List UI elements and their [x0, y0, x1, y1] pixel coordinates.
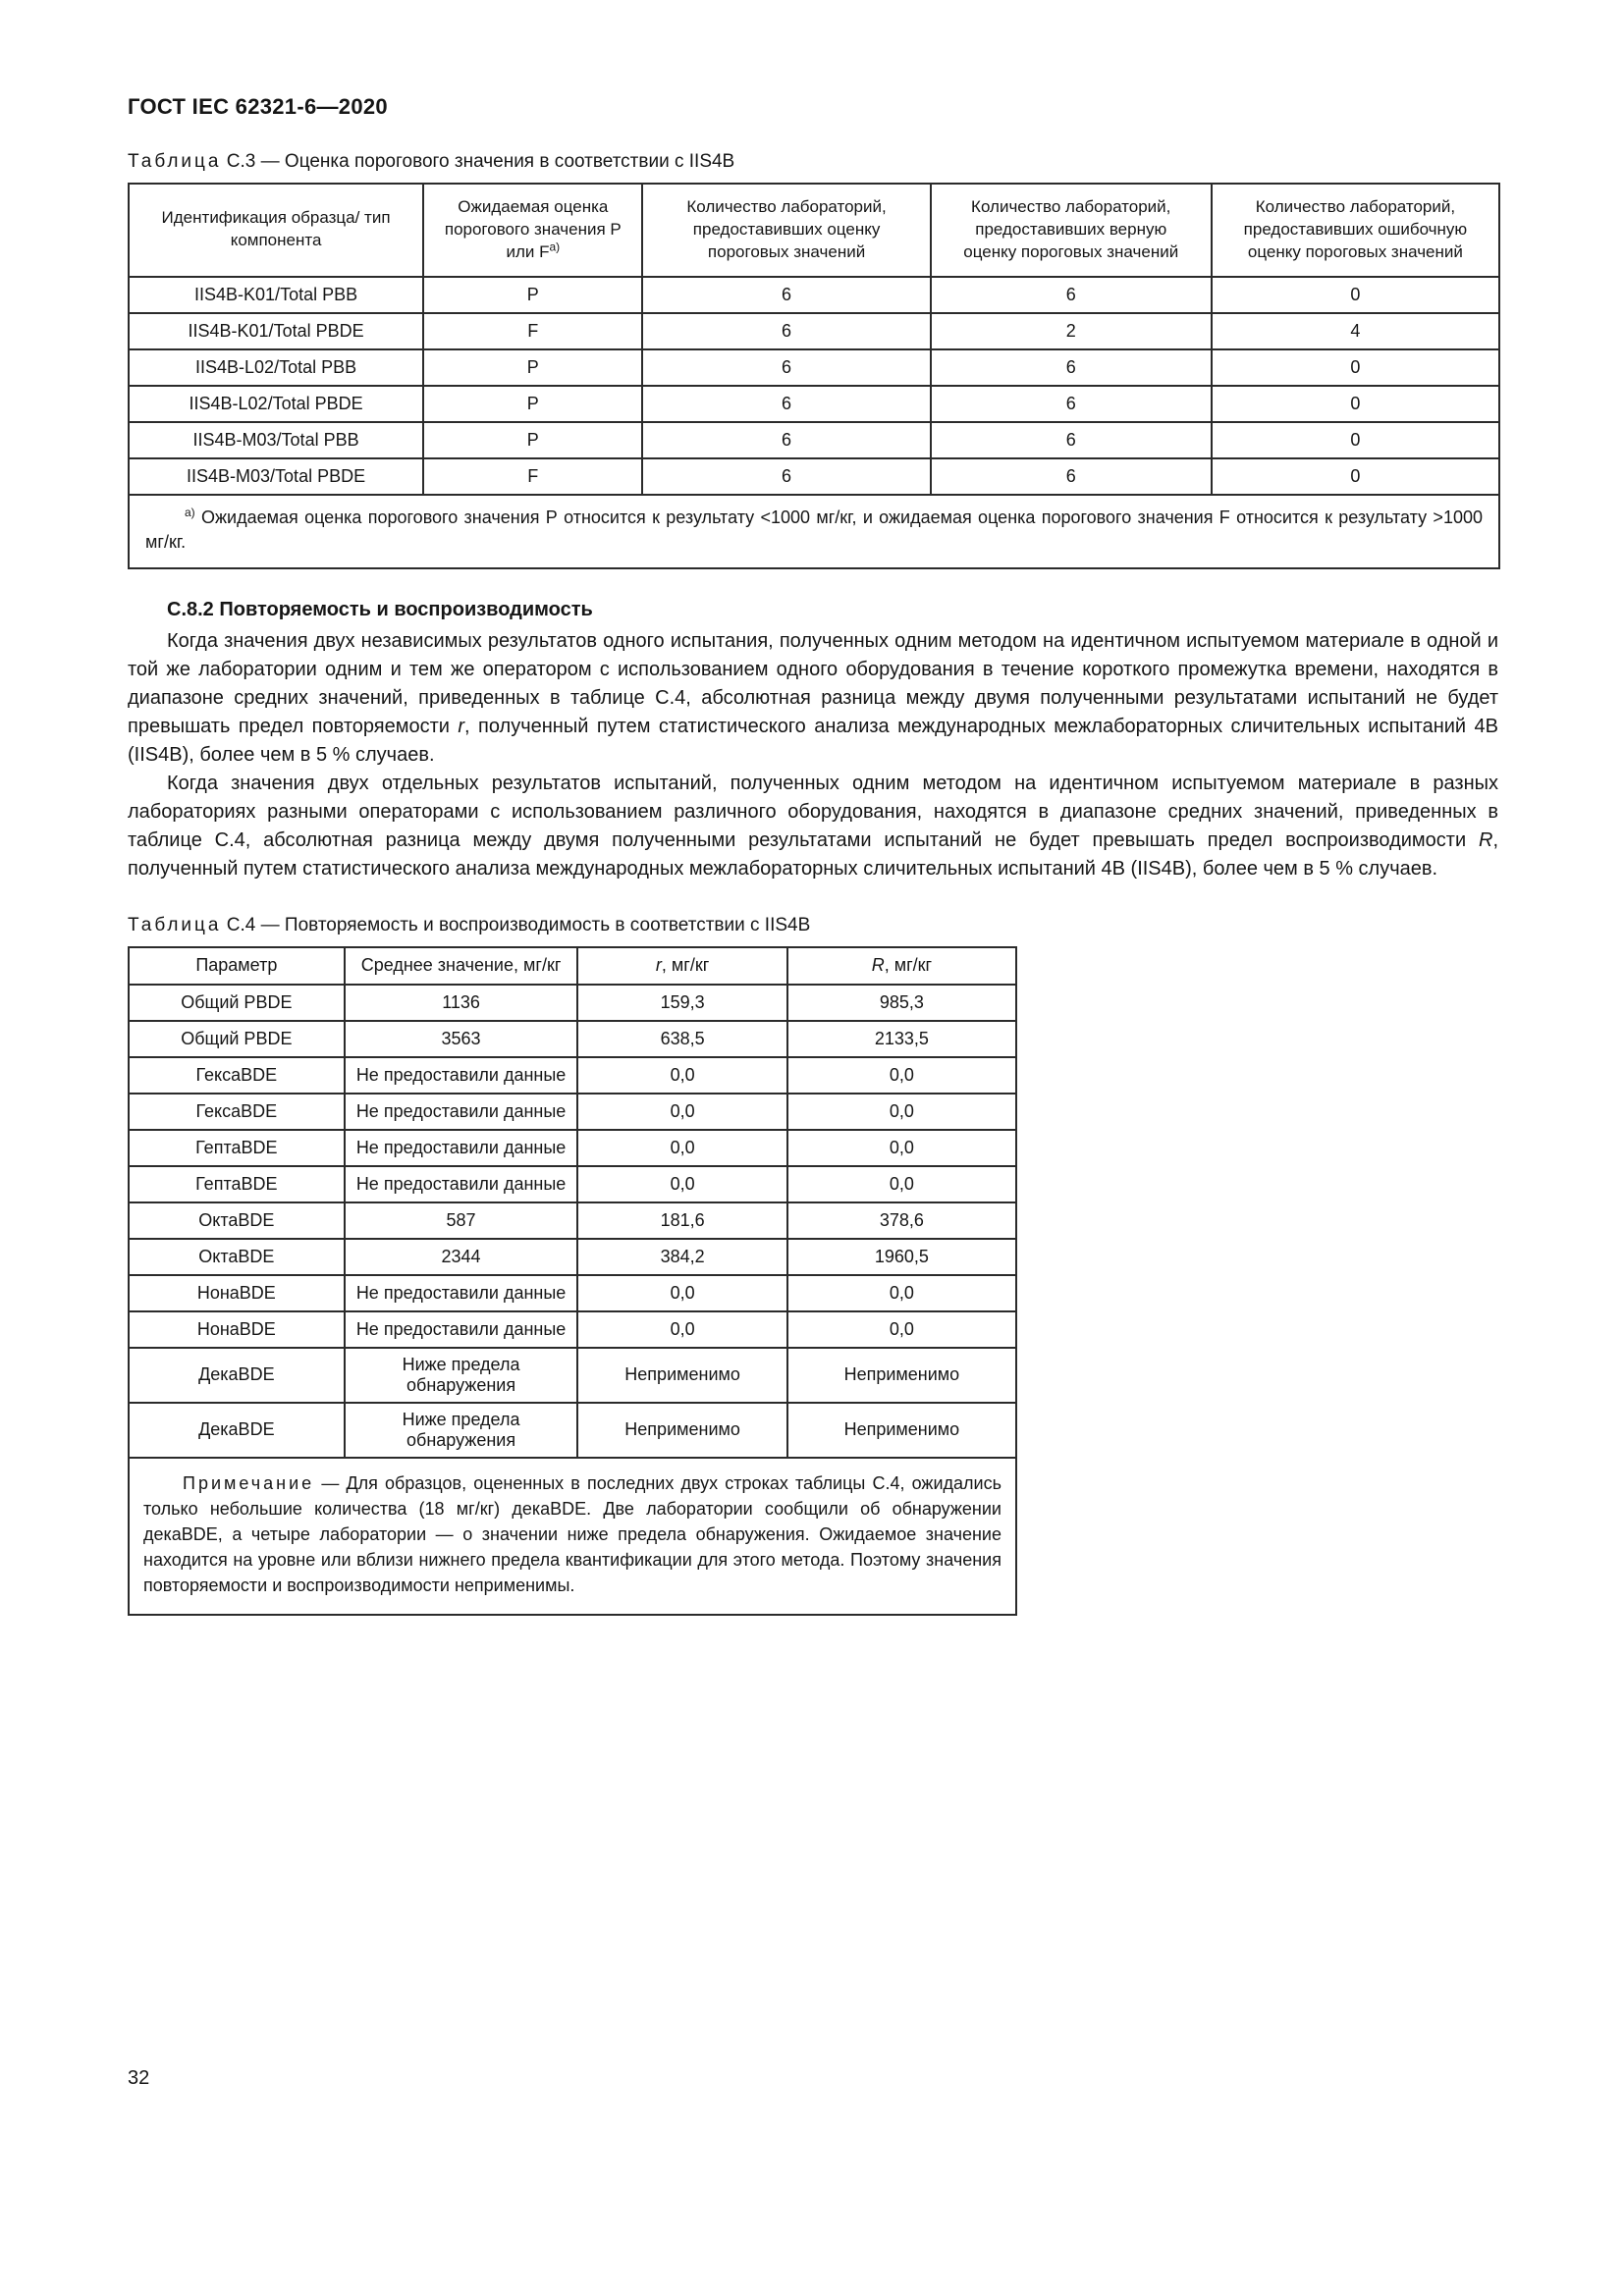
- cell-expected: P: [423, 422, 642, 458]
- cell-R: 0,0: [787, 1130, 1016, 1166]
- table-row: [129, 985, 1016, 1021]
- cell-r: 384,2: [577, 1239, 786, 1275]
- table-note-row: [129, 1458, 1016, 1615]
- cell-parameter: ГексаBDE: [129, 1094, 345, 1130]
- cell-labs-wrong: 0: [1212, 349, 1499, 386]
- standard-designation: ГОСТ IEC 62321-6—2020: [128, 94, 388, 119]
- cell-parameter: ГексаBDE: [129, 1057, 345, 1094]
- table-c4-caption-number: С.4: [226, 914, 256, 935]
- cell-sample-id: IIS4B-K01/Total PBDE: [129, 313, 423, 349]
- col-header-labs-wrong: Количество лабораторий, предоставивших ошибочную оценку пороговых значений: [1212, 184, 1499, 277]
- col-header-expected-score-text: Ожидаемая оценка порогового значения Р или F: [444, 197, 622, 261]
- note-label: Примечание: [183, 1472, 315, 1493]
- cell-parameter: НонаBDE: [129, 1275, 345, 1311]
- cell-labs-reported: 6: [642, 386, 930, 422]
- cell-labs-wrong: 4: [1212, 313, 1499, 349]
- paragraph-repeatability-text: Когда значения двух независимых результатов одного испытания, полученных одним методом на идентичном испытуемом материале в одной и той же лаборатории одним и тем же оператором с использованием одного оборудования в течение короткого промежутка времени, находятся в диапазоне средних значений, приведенных в таблице С.4, абсолютная разница между двумя полученными результатами испытаний не будет превышать предел повторяемости: [128, 629, 1498, 737]
- paragraph-reproducibility-text-end: , полученный путем статистического анализа международных межлабораторных сличительных испытаний 4В (IIS4B), более чем в 5 % случаев.: [128, 828, 1498, 880]
- cell-labs-wrong: 0: [1212, 386, 1499, 422]
- cell-parameter: ОктаBDE: [129, 1239, 345, 1275]
- cell-mean: 3563: [345, 1021, 578, 1057]
- cell-sample-id: IIS4B-M03/Total PBDE: [129, 458, 423, 495]
- table-row: [129, 1202, 1016, 1239]
- cell-R: 0,0: [787, 1275, 1016, 1311]
- cell-r: 638,5: [577, 1021, 786, 1057]
- cell-R: Неприменимо: [787, 1348, 1016, 1403]
- symbol-r-italic: r: [655, 955, 662, 976]
- cell-parameter: НонаBDE: [129, 1311, 345, 1348]
- cell-labs-correct: 6: [931, 349, 1212, 386]
- cell-labs-correct: 6: [931, 277, 1212, 313]
- table-row: [129, 1275, 1016, 1311]
- col-header-R-unit: , мг/кг: [884, 955, 933, 976]
- cell-labs-reported: 6: [642, 277, 930, 313]
- col-header-r-unit: , мг/кг: [661, 955, 710, 976]
- cell-sample-id: IIS4B-M03/Total PBB: [129, 422, 423, 458]
- section-heading-c82: С.8.2 Повторяемость и воспроизводимость: [167, 598, 593, 620]
- cell-R: 378,6: [787, 1202, 1016, 1239]
- cell-mean: Не предоставили данные: [345, 1311, 578, 1348]
- table-row: [129, 1348, 1016, 1403]
- cell-parameter: ОктаBDE: [129, 1202, 345, 1239]
- cell-sample-id: IIS4B-L02/Total PBB: [129, 349, 423, 386]
- col-header-sample-id: Идентификация образца/ тип компонента: [129, 184, 423, 277]
- cell-R: 0,0: [787, 1311, 1016, 1348]
- table-c4: [128, 946, 1017, 1616]
- cell-r: 159,3: [577, 985, 786, 1021]
- table-row: [129, 1130, 1016, 1166]
- cell-R: 985,3: [787, 985, 1016, 1021]
- cell-mean: 1136: [345, 985, 578, 1021]
- cell-r: 0,0: [577, 1311, 786, 1348]
- footnote-a-marker: а): [185, 505, 195, 519]
- table-row: [129, 313, 1499, 349]
- cell-parameter: ДекаBDE: [129, 1348, 345, 1403]
- cell-R: Неприменимо: [787, 1403, 1016, 1458]
- table-c3: [128, 183, 1500, 569]
- cell-R: 0,0: [787, 1166, 1016, 1202]
- symbol-r-italic: r: [458, 715, 465, 737]
- footnote-a-text: Ожидаемая оценка порогового значения Р относится к результату <1000 мг/кг, и ожидаемая оценка порогового значения F относится к результату >1000 мг/кг.: [145, 507, 1483, 553]
- table-row: [129, 1166, 1016, 1202]
- cell-mean: 587: [345, 1202, 578, 1239]
- cell-labs-reported: 6: [642, 422, 930, 458]
- col-header-r-limit: [577, 947, 786, 985]
- cell-parameter: Общий PBDE: [129, 1021, 345, 1057]
- table-row: [129, 349, 1499, 386]
- cell-labs-correct: 6: [931, 422, 1212, 458]
- cell-mean: Не предоставили данные: [345, 1166, 578, 1202]
- col-header-R-limit: [787, 947, 1016, 985]
- table-row: [129, 1094, 1016, 1130]
- table-row: [129, 422, 1499, 458]
- table-c4-caption-text: — Повторяемость и воспроизводимость в соответствии с IIS4B: [260, 914, 811, 935]
- cell-labs-reported: 6: [642, 458, 930, 495]
- col-header-labs-correct: Количество лабораторий, предоставивших верную оценку пороговых значений: [931, 184, 1212, 277]
- cell-labs-correct: 6: [931, 458, 1212, 495]
- cell-mean: Не предоставили данные: [345, 1275, 578, 1311]
- table-c4-note: [129, 1458, 1016, 1615]
- table-c3-caption: [128, 151, 1498, 173]
- table-row: [129, 1311, 1016, 1348]
- cell-labs-correct: 2: [931, 313, 1212, 349]
- note-body: — Для образцов, оцененных в последних двух строках таблицы С.4, ожидались только небольшие количества (18 мг/кг) декаBDE. Две лаборатории сообщили об обнаружении декаBDE, а четыре лаборатории — о значении ниже предела обнаружения. Ожидаемое значение находится на уровне или вблизи нижнего предела квантификации для этого метода. Поэтому значения повторяемости и воспроизводимости неприменимы.: [143, 1472, 1001, 1596]
- table-c4-header-row: [129, 947, 1016, 985]
- cell-expected: F: [423, 313, 642, 349]
- cell-mean: Ниже предела обнаружения: [345, 1348, 578, 1403]
- cell-parameter: ДекаBDE: [129, 1403, 345, 1458]
- cell-r: 0,0: [577, 1094, 786, 1130]
- table-row: [129, 386, 1499, 422]
- table-c4-caption: [128, 915, 1498, 936]
- table-row: [129, 458, 1499, 495]
- page-number: 32: [128, 2067, 150, 2089]
- table-row: [129, 277, 1499, 313]
- cell-r: 0,0: [577, 1166, 786, 1202]
- cell-mean: 2344: [345, 1239, 578, 1275]
- cell-r: Неприменимо: [577, 1348, 786, 1403]
- cell-expected: P: [423, 386, 642, 422]
- table-row: [129, 1021, 1016, 1057]
- cell-r: 0,0: [577, 1057, 786, 1094]
- cell-R: 2133,5: [787, 1021, 1016, 1057]
- cell-mean: Не предоставили данные: [345, 1057, 578, 1094]
- table-c3-footnote: [129, 495, 1499, 568]
- cell-parameter: ГептаBDE: [129, 1130, 345, 1166]
- cell-parameter: ГептаBDE: [129, 1166, 345, 1202]
- paragraph-reproducibility: [128, 770, 1498, 883]
- table-row: [129, 1057, 1016, 1094]
- cell-R: 0,0: [787, 1057, 1016, 1094]
- cell-r: 0,0: [577, 1275, 786, 1311]
- cell-r: Неприменимо: [577, 1403, 786, 1458]
- cell-labs-wrong: 0: [1212, 458, 1499, 495]
- table-c3-header-row: [129, 184, 1499, 277]
- cell-parameter: Общий PBDE: [129, 985, 345, 1021]
- symbol-R-italic: R: [871, 955, 885, 976]
- footnote-a-reference: а): [549, 240, 561, 254]
- table-row: [129, 1239, 1016, 1275]
- cell-labs-wrong: 0: [1212, 422, 1499, 458]
- paragraph-repeatability-text-end: , полученный путем статистического анализа международных межлабораторных сличительных испытаний 4В (IIS4B), более чем в 5 % случаев.: [128, 715, 1498, 766]
- cell-R: 0,0: [787, 1094, 1016, 1130]
- table-c4-caption-word: Таблица: [128, 914, 222, 935]
- footnote-a: [137, 502, 1490, 561]
- cell-mean: Не предоставили данные: [345, 1130, 578, 1166]
- paragraph-repeatability: [128, 627, 1498, 770]
- cell-labs-wrong: 0: [1212, 277, 1499, 313]
- note: [134, 1465, 1011, 1608]
- cell-expected: P: [423, 277, 642, 313]
- cell-labs-reported: 6: [642, 349, 930, 386]
- col-header-labs-reported: Количество лабораторий, предоставивших оценку пороговых значений: [642, 184, 930, 277]
- col-header-mean-value: Среднее значение, мг/кг: [345, 947, 578, 985]
- cell-labs-correct: 6: [931, 386, 1212, 422]
- cell-sample-id: IIS4B-L02/Total PBDE: [129, 386, 423, 422]
- col-header-expected-score: [423, 184, 642, 277]
- cell-expected: F: [423, 458, 642, 495]
- table-c3-caption-number: С.3: [226, 151, 256, 172]
- cell-mean: Ниже предела обнаружения: [345, 1403, 578, 1458]
- col-header-parameter: Параметр: [129, 947, 345, 985]
- cell-R: 1960,5: [787, 1239, 1016, 1275]
- table-footnote-row: [129, 495, 1499, 568]
- cell-r: 181,6: [577, 1202, 786, 1239]
- cell-labs-reported: 6: [642, 313, 930, 349]
- cell-r: 0,0: [577, 1130, 786, 1166]
- symbol-R-italic: R: [1478, 828, 1493, 851]
- cell-mean: Не предоставили данные: [345, 1094, 578, 1130]
- table-row: [129, 1403, 1016, 1458]
- table-c3-caption-text: — Оценка порогового значения в соответствии с IIS4B: [260, 151, 735, 172]
- paragraph-reproducibility-text: Когда значения двух отдельных результатов испытаний, полученных одним методом на идентичном испытуемом материале в разных лабораториях разными операторами с использованием различного оборудования, находятся в диапазоне средних значений, приведенных в таблице С.4, абсолютная разница между двумя полученными результатами испытаний не будет превышать предел воспроизводимости: [128, 772, 1498, 851]
- cell-sample-id: IIS4B-K01/Total PBB: [129, 277, 423, 313]
- table-c3-caption-word: Таблица: [128, 151, 222, 172]
- cell-expected: P: [423, 349, 642, 386]
